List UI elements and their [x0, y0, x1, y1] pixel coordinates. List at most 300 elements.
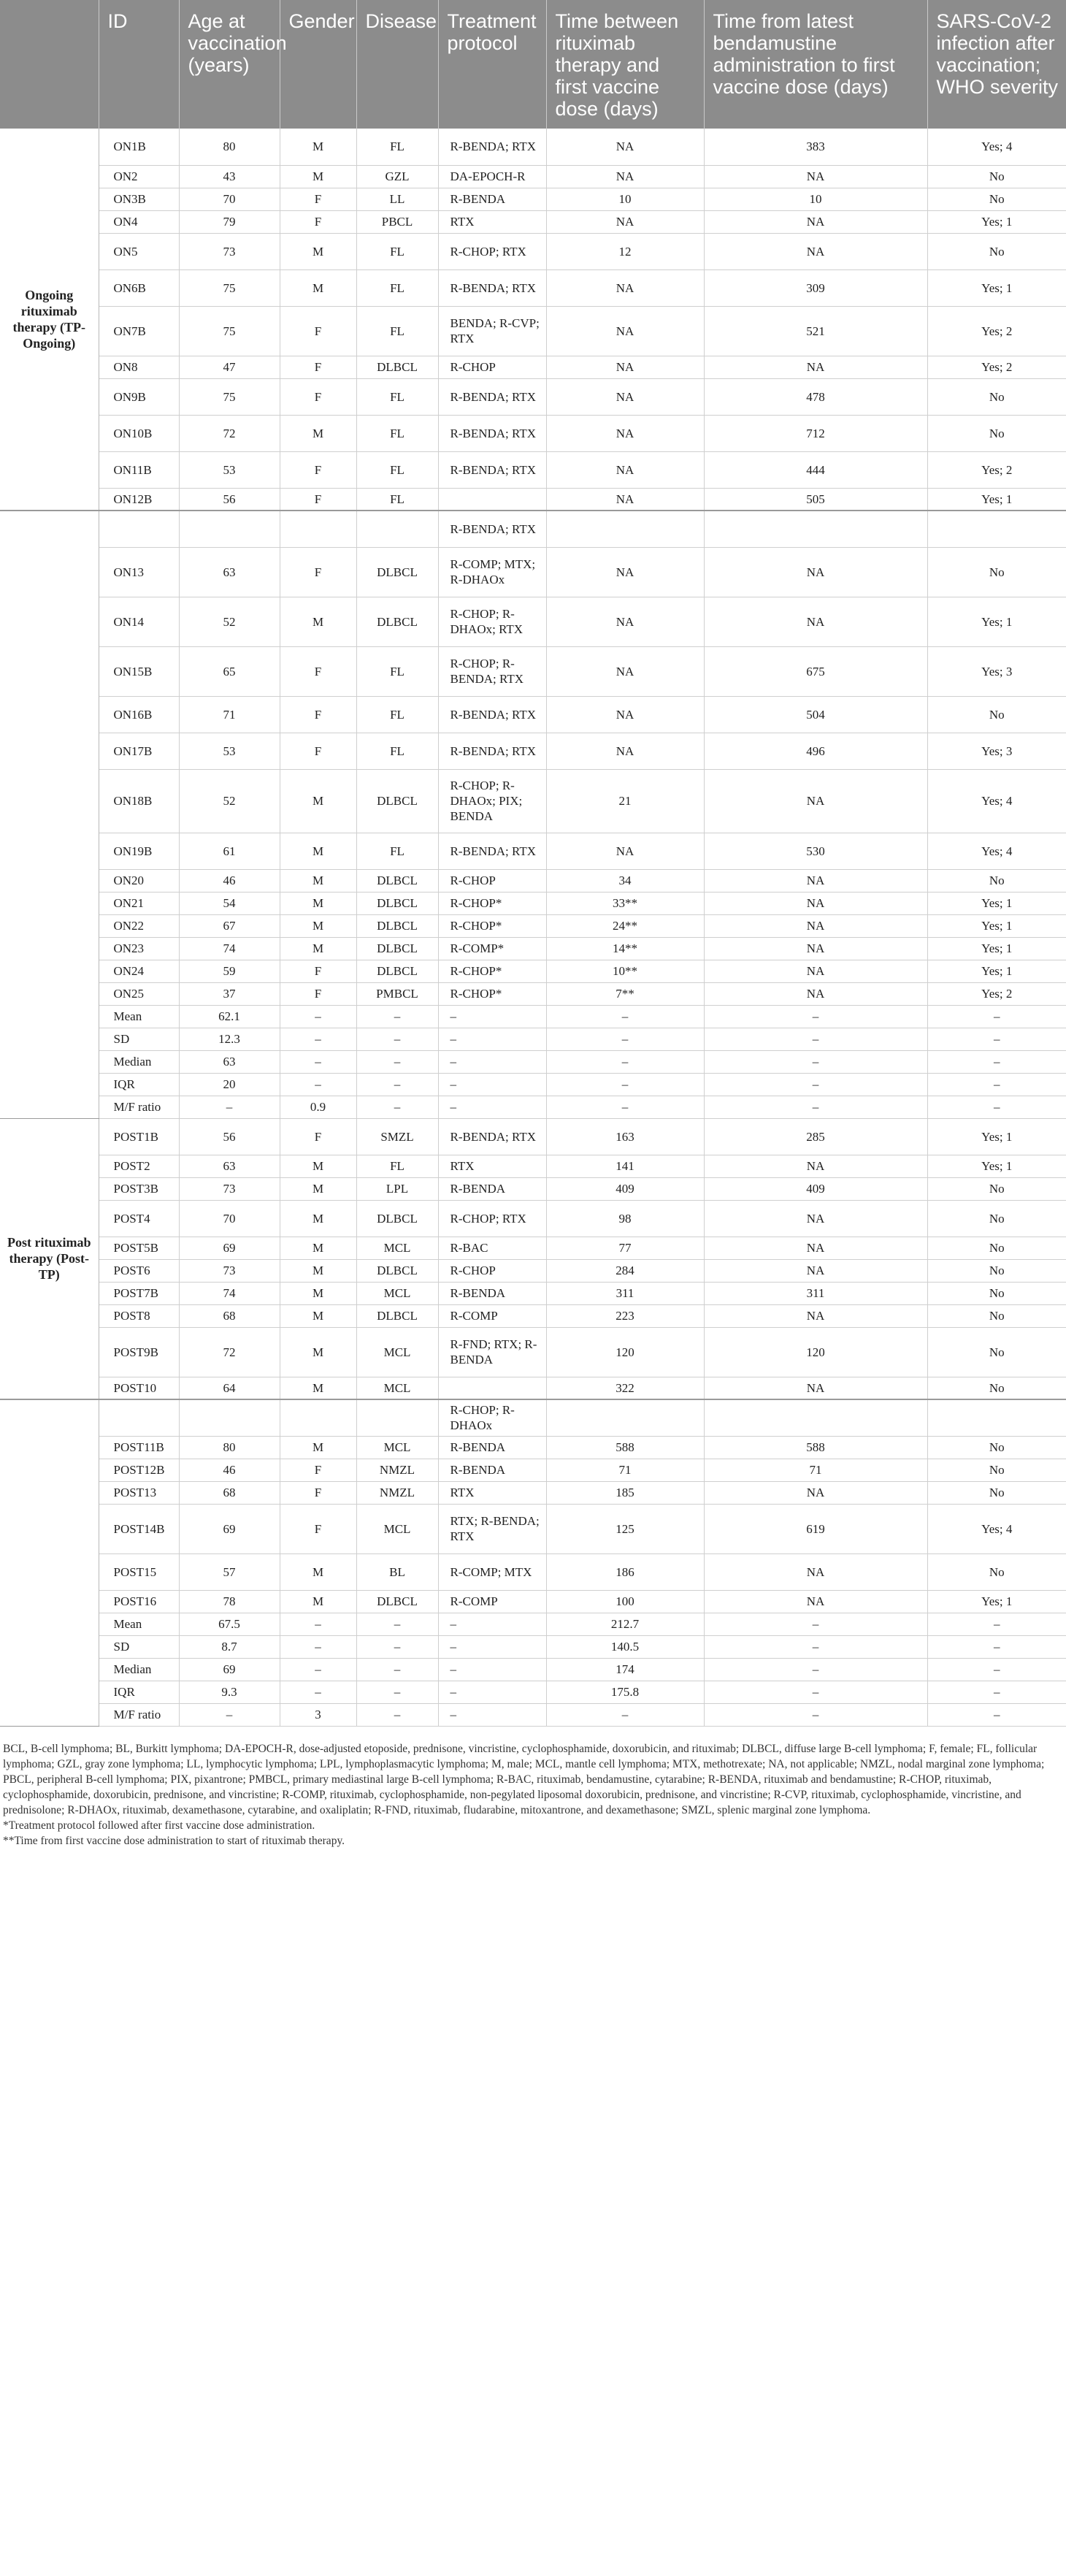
age-cell: 53	[179, 451, 280, 488]
gender-cell: M	[280, 1436, 356, 1459]
header-age: Age at vaccination (years)	[179, 0, 280, 129]
infection-cell: Yes; 1	[927, 937, 1066, 960]
age-cell: 74	[179, 937, 280, 960]
protocol-cell: R-BENDA; RTX	[438, 270, 546, 306]
gender-cell: 3	[280, 1703, 356, 1726]
gender-cell: M	[280, 1237, 356, 1259]
age-cell: 65	[179, 646, 280, 696]
table-row	[0, 270, 1066, 306]
age-cell: 61	[179, 833, 280, 869]
rituximab-time-cell: 77	[546, 1237, 704, 1259]
rituximab-time-cell: 14**	[546, 937, 704, 960]
bendamustine-time-cell: 444	[704, 451, 927, 488]
table-row	[0, 165, 1066, 188]
id-cell: ON4	[99, 210, 179, 233]
rituximab-time-cell: –	[546, 1703, 704, 1726]
disease-cell: DLBCL	[356, 914, 438, 937]
bendamustine-time-cell: 409	[704, 1177, 927, 1200]
protocol-cell: R-BENDA; RTX	[438, 378, 546, 415]
bendamustine-time-cell: 712	[704, 415, 927, 451]
id-cell: ON9B	[99, 378, 179, 415]
protocol-cell: R-CHOP; R-DHAOx; RTX	[438, 597, 546, 646]
age-cell: 46	[179, 869, 280, 892]
id-cell: POST16	[99, 1590, 179, 1613]
footnote-treatment-after-dose: *Treatment protocol followed after first vaccine dose administration.	[3, 1819, 315, 1832]
rituximab-time-cell: 163	[546, 1118, 704, 1155]
header-id: ID	[99, 0, 179, 129]
age-cell: 80	[179, 129, 280, 165]
header-bendamustine-time: Time from latest bendamustine administration to first vaccine dose (days)	[704, 0, 927, 129]
disease-cell: FL	[356, 378, 438, 415]
disease-cell: MCL	[356, 1237, 438, 1259]
table-row	[0, 1005, 1066, 1028]
id-cell: ON1B	[99, 129, 179, 165]
id-cell: Mean	[99, 1005, 179, 1028]
gender-cell: –	[280, 1005, 356, 1028]
disease-cell: –	[356, 1658, 438, 1681]
infection-cell: –	[927, 1613, 1066, 1635]
infection-cell: –	[927, 1073, 1066, 1096]
bendamustine-time-cell: 71	[704, 1459, 927, 1481]
protocol-cell: R-BENDA	[438, 1459, 546, 1481]
id-cell: SD	[99, 1028, 179, 1050]
disease-cell: DLBCL	[356, 547, 438, 597]
disease-cell: FL	[356, 1155, 438, 1177]
age-cell: 73	[179, 1259, 280, 1282]
bendamustine-time-cell: 311	[704, 1282, 927, 1304]
bendamustine-time-cell: NA	[704, 914, 927, 937]
rituximab-time-cell: 588	[546, 1436, 704, 1459]
protocol-cell: R-CHOP; RTX	[438, 233, 546, 270]
rituximab-time-cell: 10	[546, 188, 704, 210]
gender-cell: M	[280, 165, 356, 188]
infection-cell: No	[927, 1327, 1066, 1377]
table-row	[0, 869, 1066, 892]
gender-cell: F	[280, 982, 356, 1005]
bendamustine-time-cell: –	[704, 1073, 927, 1096]
table-row	[0, 1327, 1066, 1377]
gender-cell: 0.9	[280, 1096, 356, 1118]
protocol-cell: –	[438, 1096, 546, 1118]
disease-cell: –	[356, 1681, 438, 1703]
protocol-cell: R-COMP	[438, 1590, 546, 1613]
disease-cell: MCL	[356, 1282, 438, 1304]
bendamustine-time-cell: –	[704, 1658, 927, 1681]
age-cell: 59	[179, 960, 280, 982]
id-cell: ON7B	[99, 306, 179, 356]
disease-cell: MCL	[356, 1377, 438, 1399]
protocol-cell: –	[438, 1658, 546, 1681]
disease-cell: –	[356, 1703, 438, 1726]
rituximab-time-cell: NA	[546, 833, 704, 869]
gender-cell: –	[280, 1050, 356, 1073]
gender-cell: M	[280, 937, 356, 960]
disease-cell: FL	[356, 451, 438, 488]
bendamustine-time-cell	[704, 1399, 927, 1436]
id-cell: ON22	[99, 914, 179, 937]
rituximab-time-cell: 10**	[546, 960, 704, 982]
id-cell: SD	[99, 1635, 179, 1658]
disease-cell: DLBCL	[356, 960, 438, 982]
protocol-cell: R-CHOP; R-DHAOx; PIX; BENDA	[438, 769, 546, 833]
id-cell: ON11B	[99, 451, 179, 488]
age-cell: 78	[179, 1590, 280, 1613]
table-row	[0, 210, 1066, 233]
infection-cell: Yes; 2	[927, 356, 1066, 378]
gender-cell	[280, 511, 356, 547]
age-cell: 68	[179, 1304, 280, 1327]
age-cell: 75	[179, 306, 280, 356]
protocol-cell: R-COMP*	[438, 937, 546, 960]
gender-cell: M	[280, 833, 356, 869]
protocol-cell: R-BENDA; RTX	[438, 511, 546, 547]
gender-cell: M	[280, 1377, 356, 1399]
table-row	[0, 356, 1066, 378]
gender-cell: –	[280, 1658, 356, 1681]
age-cell: 52	[179, 769, 280, 833]
id-cell: POST12B	[99, 1459, 179, 1481]
protocol-cell: –	[438, 1703, 546, 1726]
id-cell: POST2	[99, 1155, 179, 1177]
header-infection: SARS-CoV-2 infection after vaccination; WHO severity	[927, 0, 1066, 129]
id-cell	[99, 1399, 179, 1436]
bendamustine-time-cell: 521	[704, 306, 927, 356]
bendamustine-time-cell: 309	[704, 270, 927, 306]
rituximab-time-cell: NA	[546, 733, 704, 769]
table-row	[0, 1028, 1066, 1050]
infection-cell: No	[927, 165, 1066, 188]
gender-cell: M	[280, 1177, 356, 1200]
gender-cell: M	[280, 415, 356, 451]
bendamustine-time-cell: NA	[704, 1259, 927, 1282]
protocol-cell: R-BENDA	[438, 1177, 546, 1200]
infection-cell: No	[927, 1177, 1066, 1200]
header-row	[0, 0, 1066, 129]
protocol-cell	[438, 1377, 546, 1399]
infection-cell: Yes; 1	[927, 210, 1066, 233]
id-cell: POST4	[99, 1200, 179, 1237]
table-row	[0, 892, 1066, 914]
bendamustine-time-cell: 496	[704, 733, 927, 769]
id-cell: ON24	[99, 960, 179, 982]
id-cell: ON15B	[99, 646, 179, 696]
disease-cell: –	[356, 1096, 438, 1118]
bendamustine-time-cell: NA	[704, 233, 927, 270]
age-cell: 52	[179, 597, 280, 646]
gender-cell: F	[280, 1504, 356, 1553]
bendamustine-time-cell: NA	[704, 937, 927, 960]
bendamustine-time-cell: –	[704, 1096, 927, 1118]
rituximab-time-cell: NA	[546, 488, 704, 511]
age-cell: 70	[179, 1200, 280, 1237]
infection-cell: Yes; 1	[927, 892, 1066, 914]
id-cell: ON21	[99, 892, 179, 914]
protocol-cell: –	[438, 1005, 546, 1028]
bendamustine-time-cell: –	[704, 1635, 927, 1658]
infection-cell: Yes; 3	[927, 733, 1066, 769]
bendamustine-time-cell: NA	[704, 1200, 927, 1237]
rituximab-time-cell: NA	[546, 597, 704, 646]
rituximab-time-cell: 34	[546, 869, 704, 892]
age-cell: 69	[179, 1504, 280, 1553]
table-row	[0, 1377, 1066, 1399]
protocol-cell: R-COMP; MTX	[438, 1553, 546, 1590]
infection-cell: Yes; 1	[927, 1118, 1066, 1155]
rituximab-time-cell: 140.5	[546, 1635, 704, 1658]
gender-cell: F	[280, 356, 356, 378]
age-cell: 75	[179, 378, 280, 415]
protocol-cell: –	[438, 1028, 546, 1050]
disease-cell: MCL	[356, 1436, 438, 1459]
age-cell: 62.1	[179, 1005, 280, 1028]
protocol-cell: R-CHOP*	[438, 914, 546, 937]
age-cell: 63	[179, 1155, 280, 1177]
disease-cell: SMZL	[356, 1118, 438, 1155]
infection-cell: No	[927, 1553, 1066, 1590]
id-cell: POST8	[99, 1304, 179, 1327]
id-cell: M/F ratio	[99, 1703, 179, 1726]
table-row	[0, 1481, 1066, 1504]
table-row	[0, 1635, 1066, 1658]
id-cell: POST14B	[99, 1504, 179, 1553]
protocol-cell: R-BENDA; RTX	[438, 833, 546, 869]
table-row	[0, 597, 1066, 646]
protocol-cell: RTX	[438, 1481, 546, 1504]
id-cell: ON6B	[99, 270, 179, 306]
header-disease: Disease	[356, 0, 438, 129]
age-cell: –	[179, 1703, 280, 1726]
protocol-cell: –	[438, 1681, 546, 1703]
age-cell: 56	[179, 488, 280, 511]
protocol-cell: RTX	[438, 210, 546, 233]
bendamustine-time-cell: NA	[704, 1590, 927, 1613]
table-row	[0, 547, 1066, 597]
infection-cell: –	[927, 1658, 1066, 1681]
gender-cell: M	[280, 1590, 356, 1613]
protocol-cell: R-CHOP	[438, 1259, 546, 1282]
id-cell: POST6	[99, 1259, 179, 1282]
infection-cell: Yes; 4	[927, 833, 1066, 869]
rituximab-time-cell: 7**	[546, 982, 704, 1005]
infection-cell	[927, 511, 1066, 547]
id-cell: ON19B	[99, 833, 179, 869]
id-cell: ON13	[99, 547, 179, 597]
infection-cell: Yes; 1	[927, 597, 1066, 646]
disease-cell: FL	[356, 733, 438, 769]
disease-cell: FL	[356, 233, 438, 270]
gender-cell: M	[280, 1304, 356, 1327]
table-row	[0, 1399, 1066, 1436]
infection-cell: Yes; 1	[927, 488, 1066, 511]
id-cell: ON20	[99, 869, 179, 892]
protocol-cell: R-BENDA	[438, 1282, 546, 1304]
rituximab-time-cell: 212.7	[546, 1613, 704, 1635]
infection-cell: –	[927, 1050, 1066, 1073]
rituximab-time-cell: 141	[546, 1155, 704, 1177]
disease-cell: FL	[356, 488, 438, 511]
protocol-cell: RTX; R-BENDA; RTX	[438, 1504, 546, 1553]
id-cell: M/F ratio	[99, 1096, 179, 1118]
protocol-cell: –	[438, 1050, 546, 1073]
table-row	[0, 914, 1066, 937]
infection-cell: No	[927, 1481, 1066, 1504]
disease-cell: FL	[356, 696, 438, 733]
rituximab-time-cell: 12	[546, 233, 704, 270]
rituximab-time-cell	[546, 511, 704, 547]
bendamustine-time-cell: NA	[704, 960, 927, 982]
table-row	[0, 233, 1066, 270]
id-cell: ON25	[99, 982, 179, 1005]
infection-cell: No	[927, 1459, 1066, 1481]
infection-cell: Yes; 2	[927, 306, 1066, 356]
infection-cell: No	[927, 378, 1066, 415]
bendamustine-time-cell: –	[704, 1613, 927, 1635]
table-row	[0, 1613, 1066, 1635]
gender-cell: –	[280, 1635, 356, 1658]
table-row	[0, 937, 1066, 960]
age-cell: 53	[179, 733, 280, 769]
bendamustine-time-cell: NA	[704, 1155, 927, 1177]
bendamustine-time-cell: 588	[704, 1436, 927, 1459]
table-row	[0, 1177, 1066, 1200]
age-cell: 70	[179, 188, 280, 210]
gender-cell: F	[280, 451, 356, 488]
disease-cell: GZL	[356, 165, 438, 188]
table-row	[0, 833, 1066, 869]
age-cell: 46	[179, 1459, 280, 1481]
gender-cell: F	[280, 1481, 356, 1504]
disease-cell: DLBCL	[356, 1304, 438, 1327]
disease-cell: –	[356, 1073, 438, 1096]
infection-cell: No	[927, 1259, 1066, 1282]
rituximab-time-cell: NA	[546, 451, 704, 488]
id-cell: POST7B	[99, 1282, 179, 1304]
table-row	[0, 129, 1066, 165]
infection-cell: –	[927, 1096, 1066, 1118]
gender-cell: M	[280, 1259, 356, 1282]
age-cell: 20	[179, 1073, 280, 1096]
gender-cell: –	[280, 1681, 356, 1703]
bendamustine-time-cell: 478	[704, 378, 927, 415]
bendamustine-time-cell: NA	[704, 210, 927, 233]
age-cell: 54	[179, 892, 280, 914]
id-cell: ON12B	[99, 488, 179, 511]
table-row	[0, 1703, 1066, 1726]
gender-cell: F	[280, 306, 356, 356]
protocol-cell: R-BENDA; RTX	[438, 129, 546, 165]
id-cell: ON10B	[99, 415, 179, 451]
protocol-cell: R-FND; RTX; R-BENDA	[438, 1327, 546, 1377]
bendamustine-time-cell: NA	[704, 597, 927, 646]
disease-cell	[356, 1399, 438, 1436]
bendamustine-time-cell: NA	[704, 1481, 927, 1504]
disease-cell: NMZL	[356, 1459, 438, 1481]
protocol-cell: R-CHOP	[438, 356, 546, 378]
age-cell: 73	[179, 1177, 280, 1200]
table-row	[0, 1073, 1066, 1096]
table-row	[0, 1282, 1066, 1304]
age-cell	[179, 511, 280, 547]
table-row	[0, 451, 1066, 488]
gender-cell: F	[280, 646, 356, 696]
age-cell: 67.5	[179, 1613, 280, 1635]
protocol-cell: R-BENDA; RTX	[438, 696, 546, 733]
gender-cell: M	[280, 1553, 356, 1590]
protocol-cell: DA-EPOCH-R	[438, 165, 546, 188]
table-row	[0, 1050, 1066, 1073]
disease-cell: NMZL	[356, 1481, 438, 1504]
infection-cell: Yes; 1	[927, 914, 1066, 937]
group-label	[0, 511, 99, 1118]
infection-cell: Yes; 4	[927, 1504, 1066, 1553]
age-cell: 71	[179, 696, 280, 733]
infection-cell: No	[927, 547, 1066, 597]
gender-cell: F	[280, 188, 356, 210]
rituximab-time-cell: 100	[546, 1590, 704, 1613]
disease-cell: FL	[356, 270, 438, 306]
rituximab-time-cell: NA	[546, 415, 704, 451]
table-row	[0, 1681, 1066, 1703]
age-cell: 80	[179, 1436, 280, 1459]
bendamustine-time-cell: NA	[704, 892, 927, 914]
id-cell: IQR	[99, 1681, 179, 1703]
protocol-cell: R-CHOP*	[438, 892, 546, 914]
bendamustine-time-cell: 120	[704, 1327, 927, 1377]
id-cell: ON3B	[99, 188, 179, 210]
table-row	[0, 1459, 1066, 1481]
age-cell: 64	[179, 1377, 280, 1399]
table-row	[0, 1118, 1066, 1155]
gender-cell: –	[280, 1028, 356, 1050]
infection-cell: No	[927, 1377, 1066, 1399]
infection-cell: No	[927, 1436, 1066, 1459]
table-row	[0, 960, 1066, 982]
abbreviations-note: BCL, B-cell lymphoma; BL, Burkitt lymphoma; DA-EPOCH-R, dose-adjusted etoposide, prednisone, vincristine, cyclophosphamide, doxorubicin, and rituximab; DLBCL, diffuse large B-cell lymphoma; F, female; FL, follicular lymphoma; GZL, gray zone lymphoma; LL, lymphocytic lymphoma; LPL, lymphoplasmacytic lymphoma; M, male; MCL, mantle cell lymphoma; MTX, methotrexate; NA, not applicable; NMZL, nodal marginal zone lymphoma; PBCL, peripheral B-cell lymphoma; PIX, pixantrone; PMBCL, primary mediastinal large B-cell lymphoma; R-BAC, rituximab, bendamustine, cytarabine; R-BENDA, rituximab and bendamustine; R-CHOP, rituximab, cyclophosphamide, doxorubicin, prednisone, and vincristine; R-COMP, rituximab, cyclophosphamide, non-pegylated liposomal doxorubicin, prednisone, and vincristine; R-CVP, rituximab, cyclophosphamide, vincristine, and prednisolone; R-DHAOx, rituximab, dexamethasone, cytarabine, and oxaliplatin; R-FND, rituximab, fludarabine, mitoxantrone, and dexamethasone; SMZL, splenic marginal zone lymphoma.	[3, 1742, 1045, 1816]
protocol-cell: R-BENDA; RTX	[438, 733, 546, 769]
rituximab-time-cell: 223	[546, 1304, 704, 1327]
gender-cell: M	[280, 1155, 356, 1177]
rituximab-time-cell: –	[546, 1073, 704, 1096]
table-row	[0, 378, 1066, 415]
rituximab-time-cell: 186	[546, 1553, 704, 1590]
bendamustine-time-cell: 504	[704, 696, 927, 733]
bendamustine-time-cell: NA	[704, 1237, 927, 1259]
infection-cell: –	[927, 1005, 1066, 1028]
rituximab-time-cell: –	[546, 1028, 704, 1050]
header-group	[0, 0, 99, 129]
age-cell: 63	[179, 1050, 280, 1073]
rituximab-time-cell: NA	[546, 210, 704, 233]
bendamustine-time-cell: 675	[704, 646, 927, 696]
protocol-cell: R-BENDA; RTX	[438, 415, 546, 451]
disease-cell: PBCL	[356, 210, 438, 233]
gender-cell: –	[280, 1073, 356, 1096]
header-treatment-protocol: Treatment protocol	[438, 0, 546, 129]
protocol-cell: R-CHOP*	[438, 960, 546, 982]
disease-cell: FL	[356, 833, 438, 869]
bendamustine-time-cell: –	[704, 1005, 927, 1028]
table-row	[0, 1590, 1066, 1613]
gender-cell: M	[280, 1327, 356, 1377]
bendamustine-time-cell: NA	[704, 769, 927, 833]
header-rituximab-time: Time between rituximab therapy and first vaccine dose (days)	[546, 0, 704, 129]
gender-cell: F	[280, 696, 356, 733]
table-row	[0, 982, 1066, 1005]
gender-cell: F	[280, 960, 356, 982]
infection-cell	[927, 1399, 1066, 1436]
rituximab-time-cell: NA	[546, 356, 704, 378]
infection-cell: Yes; 1	[927, 960, 1066, 982]
